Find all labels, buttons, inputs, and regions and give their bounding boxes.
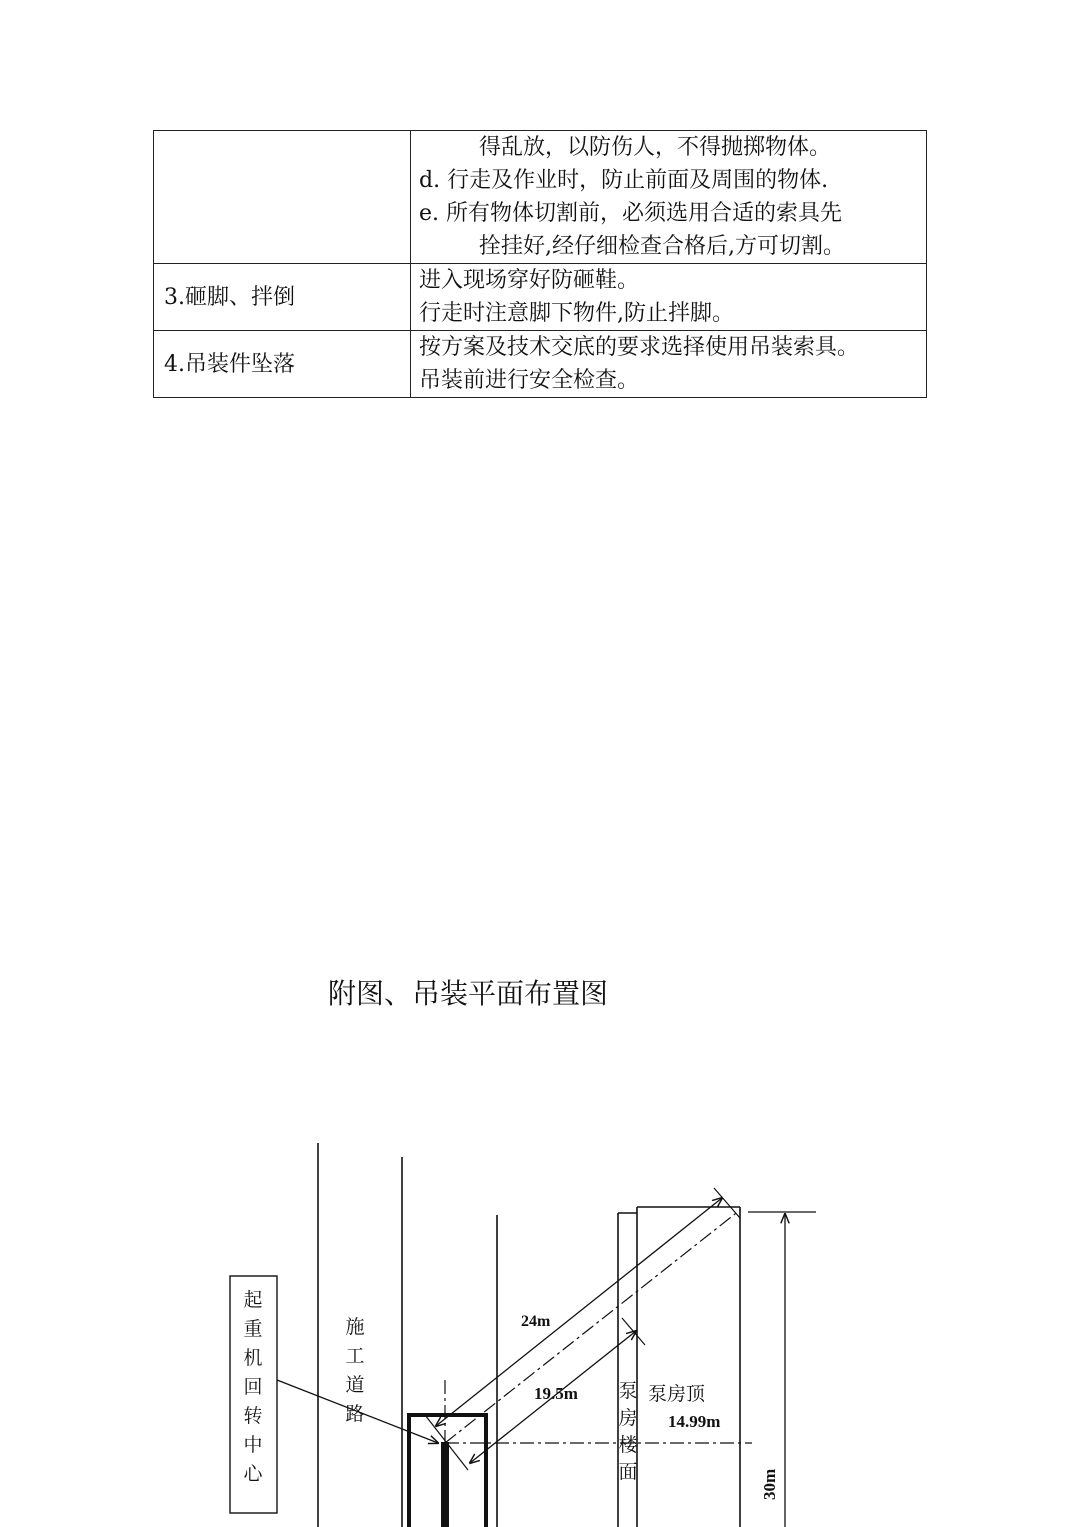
measure-line: 得乱放，以防伤人，不得抛掷物体。 — [479, 135, 832, 160]
measures-cell — [411, 131, 927, 264]
dim-19-5m-label: 19.5m — [534, 1384, 578, 1403]
hazard-cell: 3.砸脚、拌倒 — [154, 264, 411, 331]
measure-line: d. 行走及作业时，防止前面及周围的物体. — [419, 168, 829, 193]
elevation-label: 14.99m — [668, 1412, 721, 1431]
measure-line: 按方案及技术交底的要求选择使用吊装索具。 — [419, 335, 860, 360]
crane-center-char: 回 — [243, 1376, 263, 1398]
pump-roof-label: 泵房顶 — [648, 1383, 706, 1405]
measure-line: 拴挂好,经仔细检查合格后,方可切割。 — [479, 234, 845, 259]
pump-floor-char: 面 — [618, 1461, 638, 1483]
crane-center-char: 起 — [243, 1289, 263, 1311]
crane-boom-base — [441, 1442, 449, 1527]
crane-center-char: 心 — [243, 1463, 263, 1485]
measures-cell — [411, 264, 927, 331]
lifting-layout-diagram — [0, 1120, 1080, 1527]
hazard-cell — [154, 131, 411, 264]
boom-centerline — [445, 1210, 740, 1443]
hazard-measures-table — [153, 130, 927, 398]
measure-line: 吊装前进行安全检查。 — [419, 368, 640, 393]
measure-line: 行走时注意脚下物件,防止拌脚。 — [419, 301, 734, 326]
pump-floor-char: 楼 — [618, 1434, 638, 1456]
road-char: 工 — [345, 1345, 365, 1367]
crane-center-char: 机 — [243, 1347, 263, 1369]
crane-center-char: 中 — [243, 1434, 263, 1456]
dim-19-5m-ext — [622, 1318, 645, 1345]
table-row — [154, 331, 927, 398]
table-row — [154, 131, 927, 264]
measure-line: e. 所有物体切割前，必须选用合适的索具先 — [419, 201, 843, 226]
road-char: 施 — [345, 1316, 365, 1338]
hazard-cell: 4.吊装件坠落 — [154, 331, 411, 398]
dim-30m-label: 30m — [760, 1468, 779, 1500]
table-row — [154, 264, 927, 331]
crane-center-char: 重 — [243, 1318, 263, 1340]
measures-cell — [411, 331, 927, 398]
crane-center-char: 转 — [243, 1405, 263, 1427]
dim-24m-ext — [714, 1188, 740, 1218]
road-char: 道 — [345, 1374, 365, 1396]
measure-line: 进入现场穿好防砸鞋。 — [419, 268, 640, 293]
pump-floor-char: 泵 — [618, 1380, 638, 1402]
figure-title: 附图、吊装平面布置图 — [328, 977, 609, 1010]
pump-floor-char: 房 — [618, 1407, 638, 1429]
dim-24m-label: 24m — [521, 1313, 551, 1330]
road-char: 路 — [345, 1403, 365, 1425]
